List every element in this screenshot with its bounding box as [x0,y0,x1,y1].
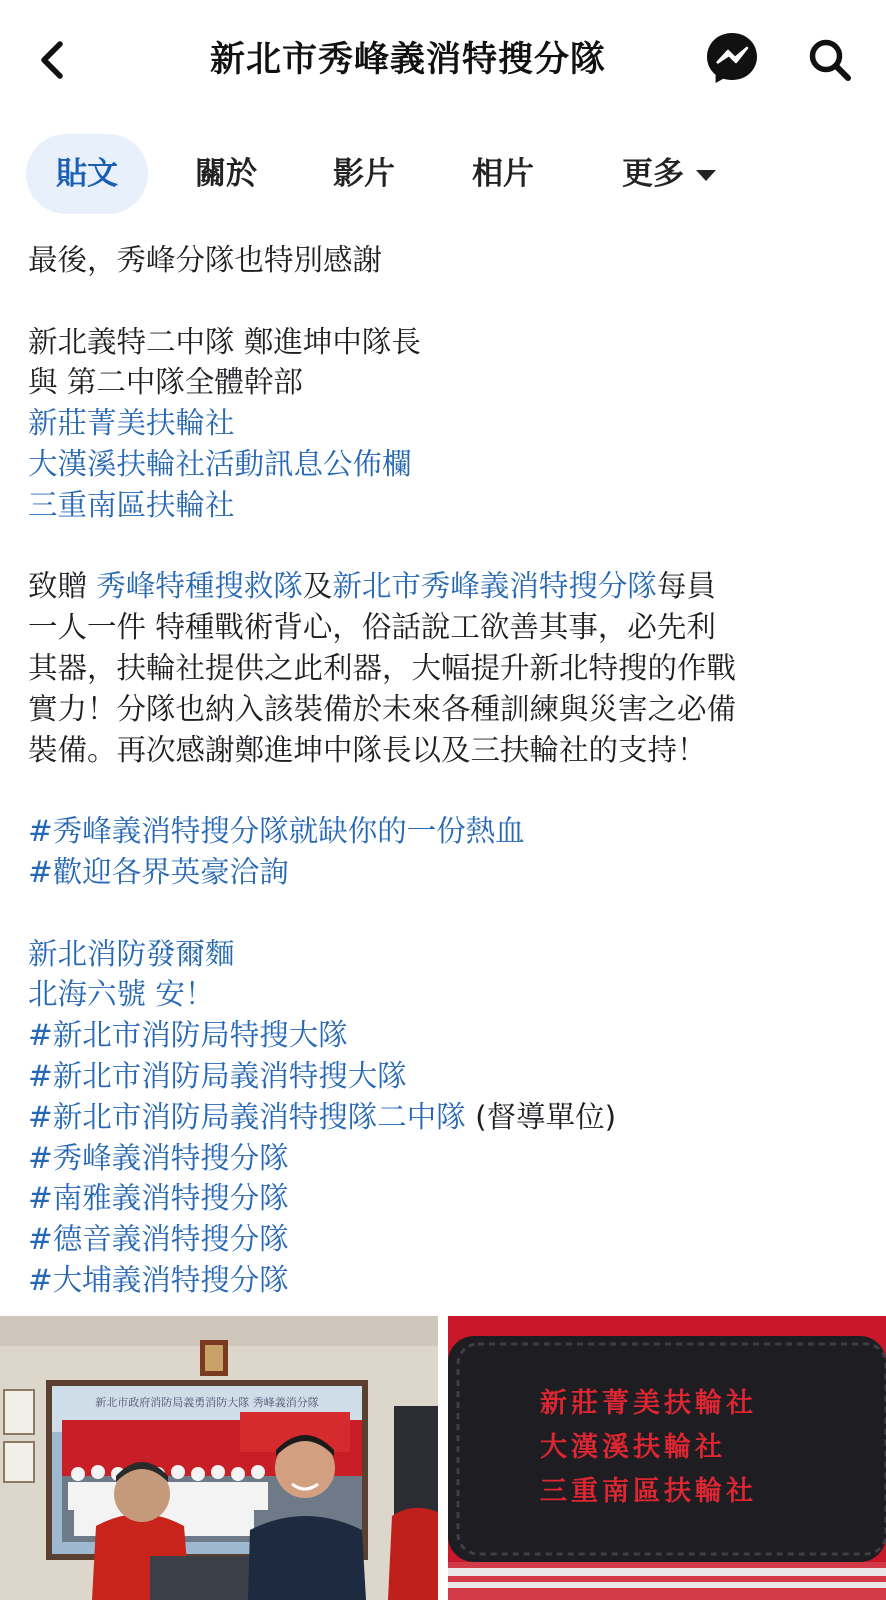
page-mention-link[interactable]: 大漢溪扶輪社活動訊息公佈欄 [28,446,412,481]
post-line: 與 第二中隊全體幹部 [28,365,303,400]
caret-down-icon [696,170,716,181]
tab-videos[interactable] [316,134,412,214]
page-mention-link[interactable]: 北海六號 安！ [28,977,215,1012]
post-line [28,566,868,607]
hashtag-link[interactable]: #德音義消特搜分隊 [28,1222,289,1257]
post-text: (督導單位) [465,1099,617,1134]
hashtag-link[interactable]: #新北市消防局義消特搜隊二中隊 [28,1099,466,1134]
messenger-icon [704,30,760,86]
hashtag-link[interactable]: #新北市消防局特搜大隊 [28,1018,348,1053]
search-icon [806,36,854,84]
tab-label: 關於 [195,156,257,192]
post-line: 實力！分隊也納入該裝備於未來各種訓練與災害之必備 [28,691,737,726]
photo-handover[interactable] [0,1316,438,1600]
post-line: 裝備。再次感謝鄭進坤中隊長以及三扶輪社的支持！ [28,732,707,767]
post-body [28,240,868,1301]
embroidery-line: 新莊菁美扶輪社 [540,1388,757,1419]
post-photos [0,1316,886,1600]
tab-about[interactable] [178,134,274,214]
top-bar [0,0,886,120]
page-mention-link[interactable]: 新北消防發爾麵 [28,936,235,971]
search-button[interactable] [806,36,854,84]
wall-sign-text: 新北市政府消防局義勇消防大隊 秀峰義消分隊 [95,1396,319,1409]
embroidery-line: 大漢溪扶輪社 [540,1432,726,1463]
hashtag-link[interactable]: #新北市消防局義消特搜大隊 [28,1058,407,1093]
back-button[interactable] [34,38,74,82]
hashtag-link[interactable]: #大埔義消特搜分隊 [28,1262,289,1297]
tab-photos[interactable] [455,134,551,214]
page-mention-link[interactable]: 三重南區扶輪社 [28,487,235,522]
embroidery-line: 三重南區扶輪社 [540,1476,757,1507]
photo-vest-embroidery[interactable] [448,1316,886,1600]
hashtag-link[interactable]: #南雅義消特搜分隊 [28,1181,289,1216]
page-tabs [0,134,886,218]
tab-label: 貼文 [56,156,118,192]
hashtag-link[interactable]: #秀峰義消特搜分隊就缺你的一份熱血 [28,814,525,849]
post-text: 及 [302,569,333,604]
post-line: 新北義特二中隊 鄭進坤中隊長 [28,324,421,359]
tab-label: 相片 [472,156,534,192]
post-text: 致贈 [28,569,97,604]
group-photo-image [0,1316,438,1600]
post-line: 一人一件 特種戰術背心，俗話說工欲善其事，必先利 [28,610,716,645]
tab-label: 影片 [333,156,395,192]
page-title: 新北市秀峰義消特搜分隊 [210,40,607,80]
page-mention-link[interactable]: 新北市秀峰義消特搜分隊 [332,569,657,604]
hashtag-link[interactable]: #歡迎各界英豪洽詢 [28,854,289,889]
chevron-left-icon [34,38,74,82]
vest-photo-image [448,1316,886,1600]
post-line [28,1097,868,1138]
tab-posts[interactable] [26,134,148,214]
hashtag-link[interactable]: #秀峰義消特搜分隊 [28,1140,289,1175]
page-mention-link[interactable]: 秀峰特種搜救隊 [96,569,303,604]
tab-more[interactable] [604,134,734,214]
post-line: 其器，扶輪社提供之此利器，大幅提升新北特搜的作戰 [28,650,737,685]
page-mention-link[interactable]: 新莊菁美扶輪社 [28,406,235,441]
messenger-button[interactable] [704,30,760,86]
post-text: 每員 [656,569,716,604]
post-line: 最後，秀峰分隊也特別感謝 [28,243,383,277]
tab-label: 更多 [622,156,684,192]
